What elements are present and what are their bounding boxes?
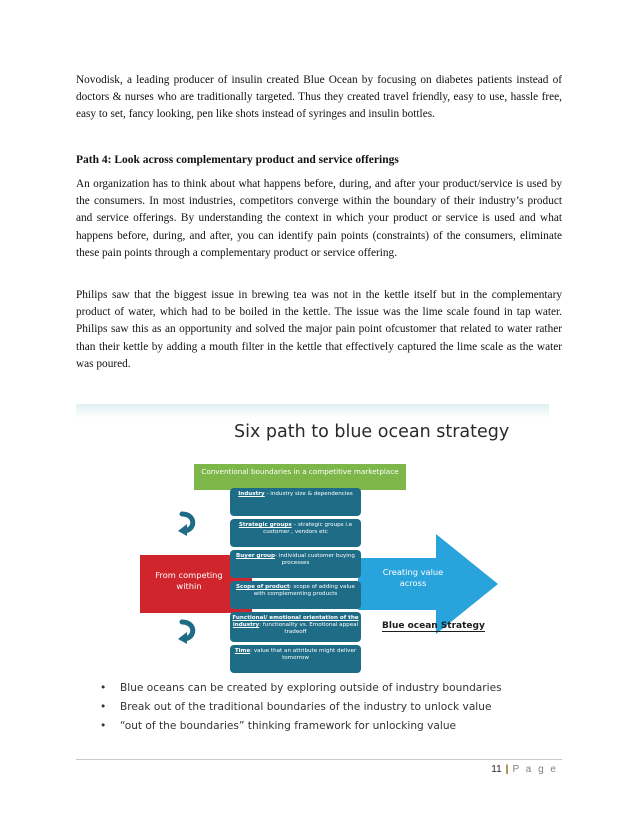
stack-key: Scope of product <box>235 584 290 590</box>
stack-key: Strategic groups <box>238 522 292 528</box>
section-heading-path-4: Path 4: Look across complementary product and service offerings <box>76 154 399 166</box>
stack-item-industry <box>230 488 361 516</box>
stack-item-strategic-groups <box>230 519 361 547</box>
paragraph-philips: Philips saw that the biggest issue in brewing tea was not in the kettle itself but in the complementary product of water, which had to be boiled in the kettle. The issue was the lime scale found in tap water. Philips saw this as an opportunity and solved the major pain point ofcustomer that related to water rather than their kettle by adding a mouth filter in the kettle that effectively captured the lime scale as the water was poured. <box>76 289 562 370</box>
stack-item-scope-of-product <box>230 581 361 609</box>
stack-key: Buyer group <box>236 553 276 559</box>
from-competing-within-label: From competing within <box>155 570 223 591</box>
six-path-figure <box>76 404 549 747</box>
bullet-item <box>98 701 502 720</box>
curved-arrow-icon <box>174 510 204 536</box>
stack-key: Time <box>234 648 251 654</box>
bullet-icon: • <box>100 720 107 732</box>
bullet-icon: • <box>100 682 107 694</box>
stack-text: : value that an attribute might deliver tomorrow <box>250 648 357 661</box>
footer-divider <box>76 759 562 760</box>
stack-key: Industry <box>238 491 265 497</box>
stack-item-functional-emotional <box>230 612 361 642</box>
paragraph-complementary: An organization has to think about what happens before, during, and after your product/service is used by the consumers. In most industries, competitors converge within the boundary of their industry’s product and service offerings. By understanding the context in which your product or service is used and what happens before, during, and after, you can identify pain points (constraints) of the consumers, eliminate these pain points through a complementary product or service offering. <box>76 178 562 259</box>
stack-text: : scope of adding value with complementing products <box>253 584 355 597</box>
page-number: 11 <box>491 764 502 775</box>
stack-text: - individual customer buying processes <box>275 553 355 566</box>
figure-title: Six path to blue ocean strategy <box>234 422 510 442</box>
bullet-text: Break out of the traditional boundaries of the industry to unlock value <box>120 701 492 713</box>
stack-text: : functionality vs. Emotional appeal tradeoff <box>259 622 359 635</box>
stack-text: - industry size & dependencies <box>264 491 353 497</box>
bullet-icon: • <box>100 701 107 713</box>
figure-top-band <box>76 404 549 418</box>
stack-item-buyer-group <box>230 550 361 578</box>
stack-item-time <box>230 645 361 673</box>
conventional-boundaries-box: Conventional boundaries in a competitive marketplace <box>194 464 406 490</box>
figure-bullet-list <box>98 682 502 739</box>
blue-ocean-strategy-label: Blue ocean Strategy <box>382 621 485 631</box>
page-label: P a g e <box>512 764 558 775</box>
curved-arrow-icon <box>174 618 204 644</box>
paragraph-novodisk: Novodisk, a leading producer of insulin created Blue Ocean by focusing on diabetes patients instead of doctors & nurses who are traditionally targeted. Thus they created travel friendly, easy to use, hassle free, easy to set, fancy looking, pen like shots instead of syringes and insulin bottles. <box>76 74 562 121</box>
stack-key: Functional/ emotional orientation of the industry <box>232 615 359 628</box>
bullet-item <box>98 720 502 739</box>
page-footer <box>491 764 558 775</box>
stack-text: – strategic groups i.e customer , vendors etc <box>263 522 353 535</box>
creating-value-across-label: Creating value across <box>382 567 444 588</box>
footer-separator: | <box>505 764 509 775</box>
bullet-text: Blue oceans can be created by exploring outside of industry boundaries <box>120 682 502 694</box>
bullet-text: “out of the boundaries” thinking framework for unlocking value <box>120 720 457 732</box>
bullet-item <box>98 682 502 701</box>
